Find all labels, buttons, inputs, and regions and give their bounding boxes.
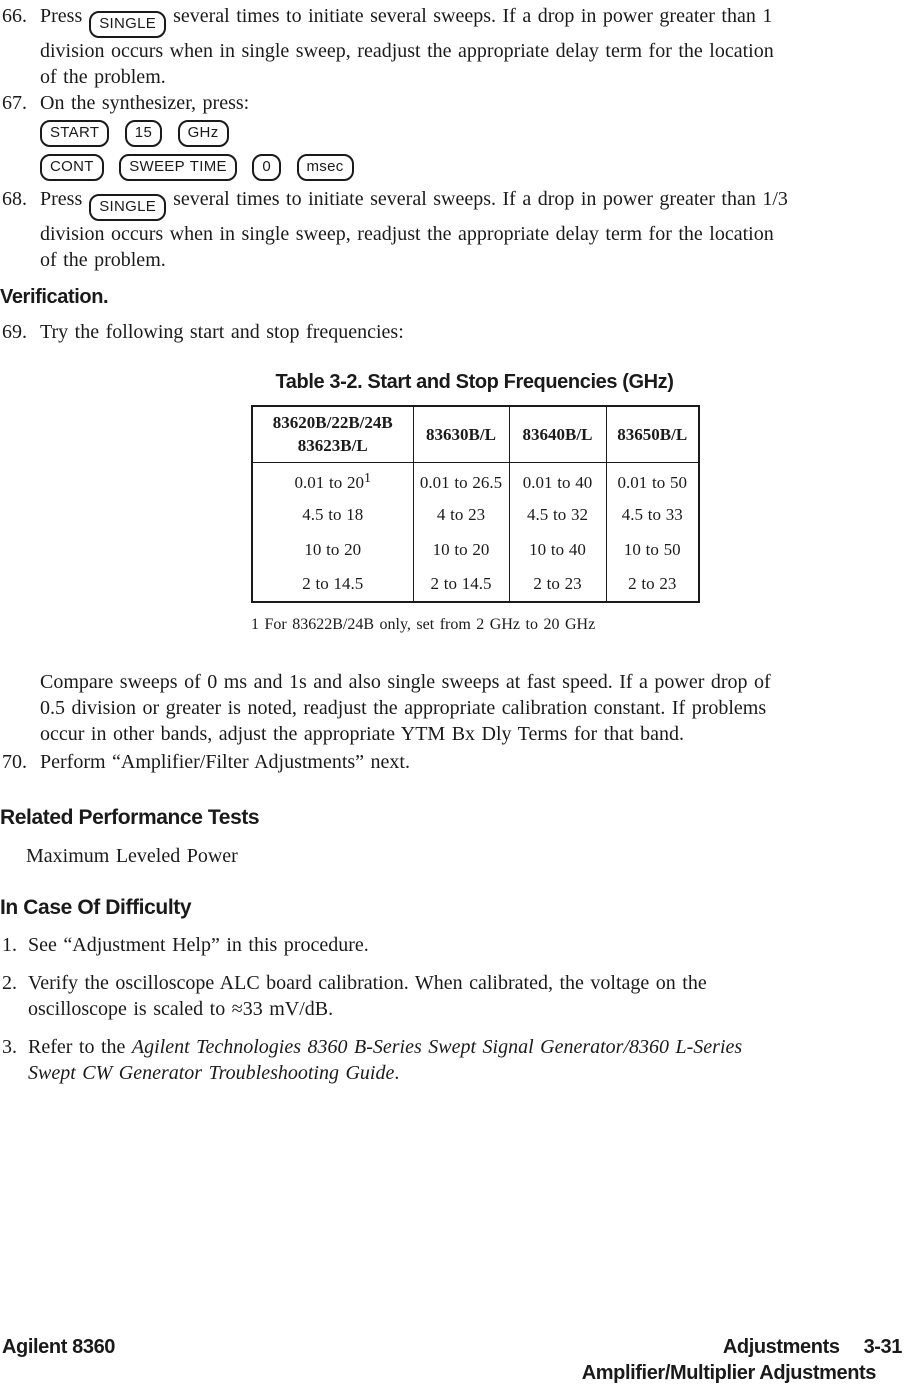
table-row [252, 532, 699, 567]
start-key: START [40, 120, 109, 147]
step-text: division occurs when in single sweep, readjust the appropriate delay term for the location [40, 223, 774, 245]
step-text: Verify the oscilloscope ALC board calibration. When calibrated, the voltage on the [28, 972, 707, 994]
table-cell: 0.01 to 40 [509, 462, 606, 497]
table-header-cell: 83630B/L [413, 406, 509, 462]
paragraph-text: Compare sweeps of 0 ms and 1s and also single sweeps at fast speed. If a power drop of [40, 671, 771, 693]
msec-key: msec [297, 154, 354, 181]
table-row [252, 497, 699, 532]
header-model-line1: 83620B/22B/24B [272, 413, 393, 433]
step-number: 66. [2, 5, 27, 27]
in-case-of-difficulty-heading: In Case Of Difficulty [0, 896, 192, 919]
step-line [40, 3, 906, 38]
key-row-2 [40, 152, 906, 181]
step-number: 69. [2, 321, 27, 343]
paragraph-text: occur in other bands, adjust the appropriate YTM Bx Dly Terms for that band. [40, 723, 685, 745]
page-footer [2, 1334, 902, 1386]
table-row [252, 567, 699, 602]
single-key: SINGLE [89, 11, 166, 38]
single-key: SINGLE [89, 194, 166, 221]
footer-section-line [582, 1334, 902, 1360]
cell-text: 0.01 to 20 [294, 472, 364, 492]
footer-product: Agilent 8360 [2, 1336, 116, 1358]
table-cell: 4.5 to 18 [302, 504, 364, 524]
table-header-cell: 83640B/L [509, 406, 606, 462]
step-text: of the problem. [40, 249, 166, 271]
cont-key: CONT [40, 154, 104, 181]
footer-page-number: 3-31 [863, 1336, 902, 1358]
footer-subsection: Amplifier/Multiplier Adjustments [581, 1362, 876, 1384]
step-67 [0, 90, 906, 181]
table-cell: 4.5 to 33 [606, 497, 699, 532]
step-text: . [394, 1062, 400, 1084]
step-text: Press [40, 5, 83, 27]
page-content [0, 3, 906, 1086]
step-70 [0, 749, 906, 775]
step-number: 1. [2, 934, 17, 956]
table-cell: 10 to 40 [509, 532, 606, 567]
table-cell: 0.01 to 50 [606, 462, 699, 497]
frequency-table [251, 405, 700, 603]
verification-heading: Verification. [0, 286, 109, 308]
step-line [28, 1060, 906, 1086]
table-cell: 4.5 to 32 [509, 497, 606, 532]
sweep-time-key: SWEEP TIME [119, 154, 237, 181]
compare-paragraph [0, 669, 906, 747]
digit-15-key: 15 [125, 120, 162, 147]
step-text: Try the following start and stop frequencies: [40, 321, 404, 343]
related-performance-tests-heading: Related Performance Tests [0, 806, 260, 829]
table-cell: 0.01 to 26.5 [413, 462, 509, 497]
step-text: several times to initiate several sweeps. If a drop in power greater than 1/3 [173, 188, 788, 210]
table-cell: 10 to 20 [304, 539, 362, 559]
header-model-line2: 83623B/L [297, 436, 368, 456]
table-cell: 2 to 14.5 [302, 574, 364, 593]
table-row [252, 462, 699, 497]
step-line [28, 1034, 906, 1060]
step-text: Perform “Amplifier/Filter Adjustments” next. [40, 751, 410, 773]
footnote-marker: 1 [363, 470, 371, 486]
step-number: 70. [2, 751, 27, 773]
footer-right-block [582, 1334, 902, 1386]
footer-section: Adjustments [722, 1336, 840, 1358]
step-text: of the problem. [40, 66, 166, 88]
related-test-item: Maximum Leveled Power [26, 845, 238, 867]
table-header-row [252, 406, 699, 462]
table-footnote: 1 For 83622B/24B only, set from 2 GHz to 20 GHz [251, 616, 596, 633]
step-68 [0, 186, 906, 273]
table-title: Table 3-2. Start and Stop Frequencies (GHz) [275, 371, 674, 393]
step-number: 68. [2, 188, 27, 210]
step-line [40, 186, 906, 221]
table-cell: 2 to 23 [606, 567, 699, 602]
difficulty-step-1 [0, 932, 906, 958]
table-cell: 2 to 23 [509, 567, 606, 602]
document-title-italic: Agilent Technologies 8360 B-Series Swept Signal Generator/8360 L-Series [131, 1036, 743, 1058]
step-66 [0, 3, 906, 90]
step-text: Refer to the [28, 1036, 126, 1058]
difficulty-step-2 [0, 970, 906, 1022]
table-cell [252, 462, 413, 497]
step-text: several times to initiate several sweeps. If a drop in power greater than 1 [173, 5, 773, 27]
step-text: oscilloscope is scaled to ≈33 mV/dB. [28, 998, 334, 1020]
step-text: Press [40, 188, 83, 210]
step-69 [0, 319, 906, 345]
step-number: 67. [2, 92, 27, 114]
key-row-1 [40, 118, 906, 147]
digit-0-key: 0 [252, 154, 281, 181]
step-text: See “Adjustment Help” in this procedure. [28, 934, 369, 956]
difficulty-step-3 [0, 1034, 906, 1086]
step-number: 3. [2, 1036, 17, 1058]
table-cell: 10 to 50 [606, 532, 699, 567]
table-header-cell: 83650B/L [606, 406, 699, 462]
step-number: 2. [2, 972, 17, 994]
ghz-key: GHz [178, 120, 229, 147]
table-cell: 2 to 14.5 [413, 567, 509, 602]
paragraph-text: 0.5 division or greater is noted, readjust the appropriate calibration constant. If problems [40, 697, 767, 719]
table-cell: 4 to 23 [413, 497, 509, 532]
step-text: division occurs when in single sweep, readjust the appropriate delay term for the location [40, 40, 774, 62]
step-text: On the synthesizer, press: [40, 92, 250, 114]
document-title-italic: Swept CW Generator Troubleshooting Guide [28, 1062, 395, 1084]
table-cell: 10 to 20 [413, 532, 509, 567]
table-header-cell [252, 406, 413, 462]
